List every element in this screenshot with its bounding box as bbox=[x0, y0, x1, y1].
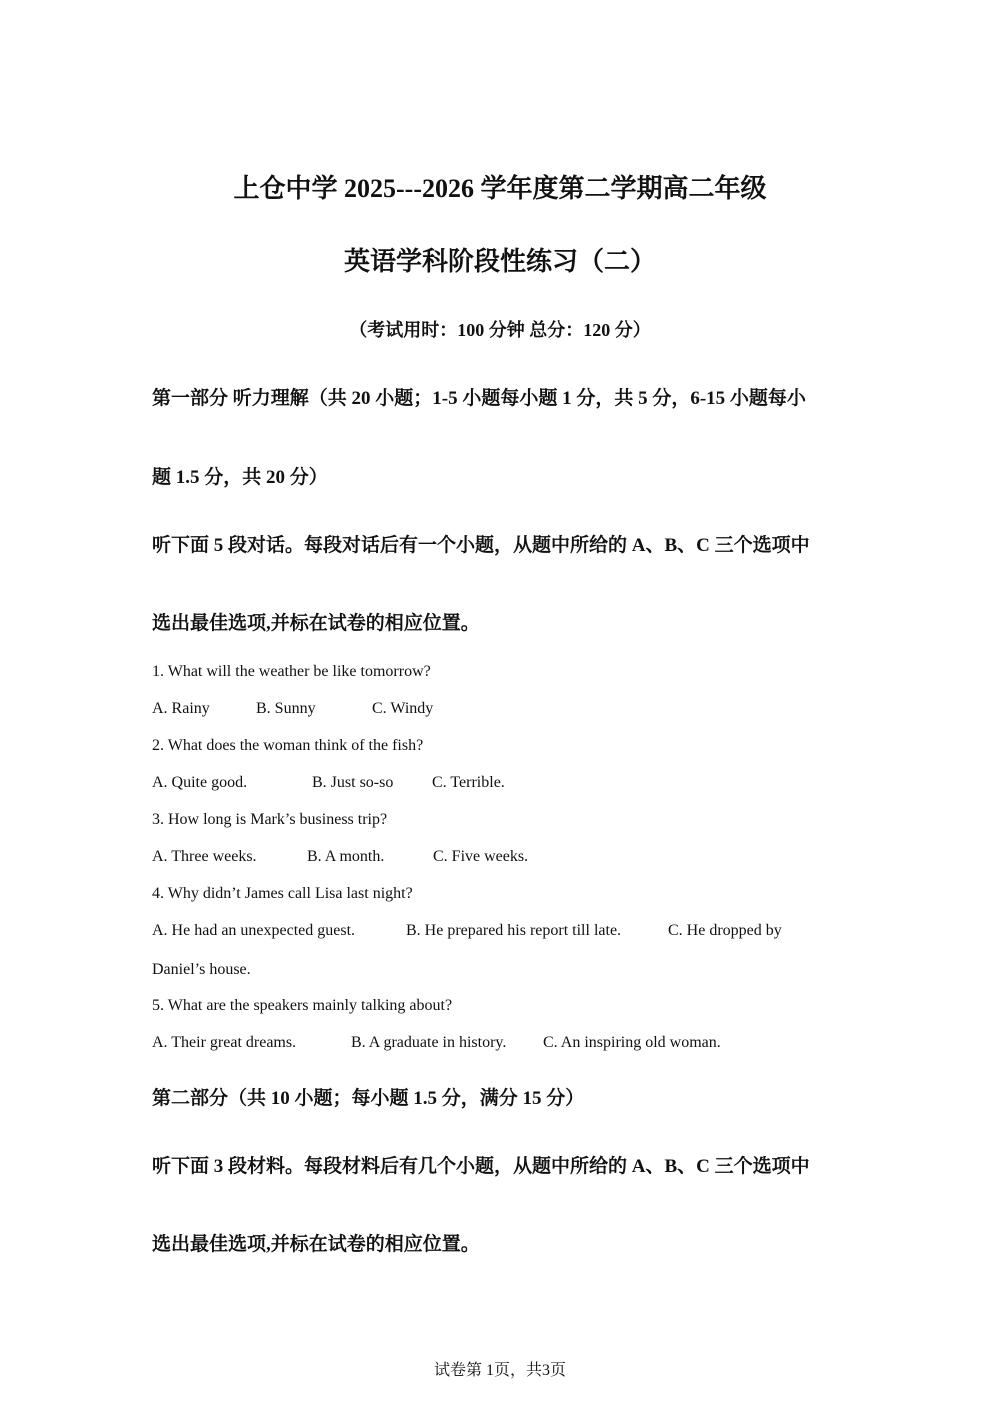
question-5-stem: 5. What are the speakers mainly talking about? bbox=[152, 997, 453, 1014]
question-3-stem: 3. How long is Mark’s business trip? bbox=[152, 811, 388, 828]
question-4-stem: 4. Why didn’t James call Lisa last night? bbox=[152, 885, 413, 902]
question-2-option-c: C. Terrible. bbox=[432, 774, 505, 791]
part1-heading-line2: 题 1.5 分，共 20 分） bbox=[152, 467, 328, 488]
part1-heading-line1: 第一部分 听力理解（共 20 小题；1-5 小题每小题 1 分，共 5 分，6-15 小题每小 bbox=[152, 388, 806, 409]
part2-instruction-line1: 听下面 3 段材料。每段材料后有几个小题，从题中所给的 A、B、C 三个选项中 bbox=[152, 1156, 810, 1177]
question-2-stem: 2. What does the woman think of the fish? bbox=[152, 737, 424, 754]
question-3-option-b: B. A month. bbox=[307, 848, 385, 865]
question-4-option-b: B. He prepared his report till late. bbox=[406, 922, 622, 939]
part1-instruction-line2: 选出最佳选项,并标在试卷的相应位置。 bbox=[152, 613, 480, 634]
part2-heading: 第二部分（共 10 小题；每小题 1.5 分，满分 15 分） bbox=[152, 1088, 585, 1109]
question-1-option-c: C. Windy bbox=[372, 700, 434, 717]
question-1-stem: 1. What will the weather be like tomorrow? bbox=[152, 663, 431, 680]
question-4-option-a: A. He had an unexpected guest. bbox=[152, 922, 356, 939]
page-footer: 试卷第 1页，共3页 bbox=[433, 1362, 566, 1379]
question-2-option-b: B. Just so-so bbox=[312, 774, 394, 791]
question-3-option-a: A. Three weeks. bbox=[152, 848, 257, 865]
question-1-option-a: A. Rainy bbox=[152, 700, 210, 717]
question-3-option-c: C. Five weeks. bbox=[433, 848, 529, 865]
question-1-option-b: B. Sunny bbox=[256, 700, 316, 717]
exam-title-line2: 英语学科阶段性练习（二） bbox=[343, 247, 656, 276]
question-5-option-c: C. An inspiring old woman. bbox=[543, 1034, 721, 1051]
question-2-option-a: A. Quite good. bbox=[152, 774, 248, 791]
question-5-option-b: B. A graduate in history. bbox=[351, 1034, 507, 1051]
exam-info: （考试用时：100 分钟 总分：120 分） bbox=[349, 320, 651, 340]
exam-title-line1: 上仓中学 2025---2026 学年度第二学期高二年级 bbox=[233, 174, 767, 203]
question-4-option-c: C. He dropped by bbox=[668, 922, 782, 939]
question-4-option-c-continuation: Daniel’s house. bbox=[152, 961, 251, 978]
question-5-option-a: A. Their great dreams. bbox=[152, 1034, 297, 1051]
part2-instruction-line2: 选出最佳选项,并标在试卷的相应位置。 bbox=[152, 1234, 480, 1255]
part1-instruction-line1: 听下面 5 段对话。每段对话后有一个小题，从题中所给的 A、B、C 三个选项中 bbox=[152, 535, 810, 556]
